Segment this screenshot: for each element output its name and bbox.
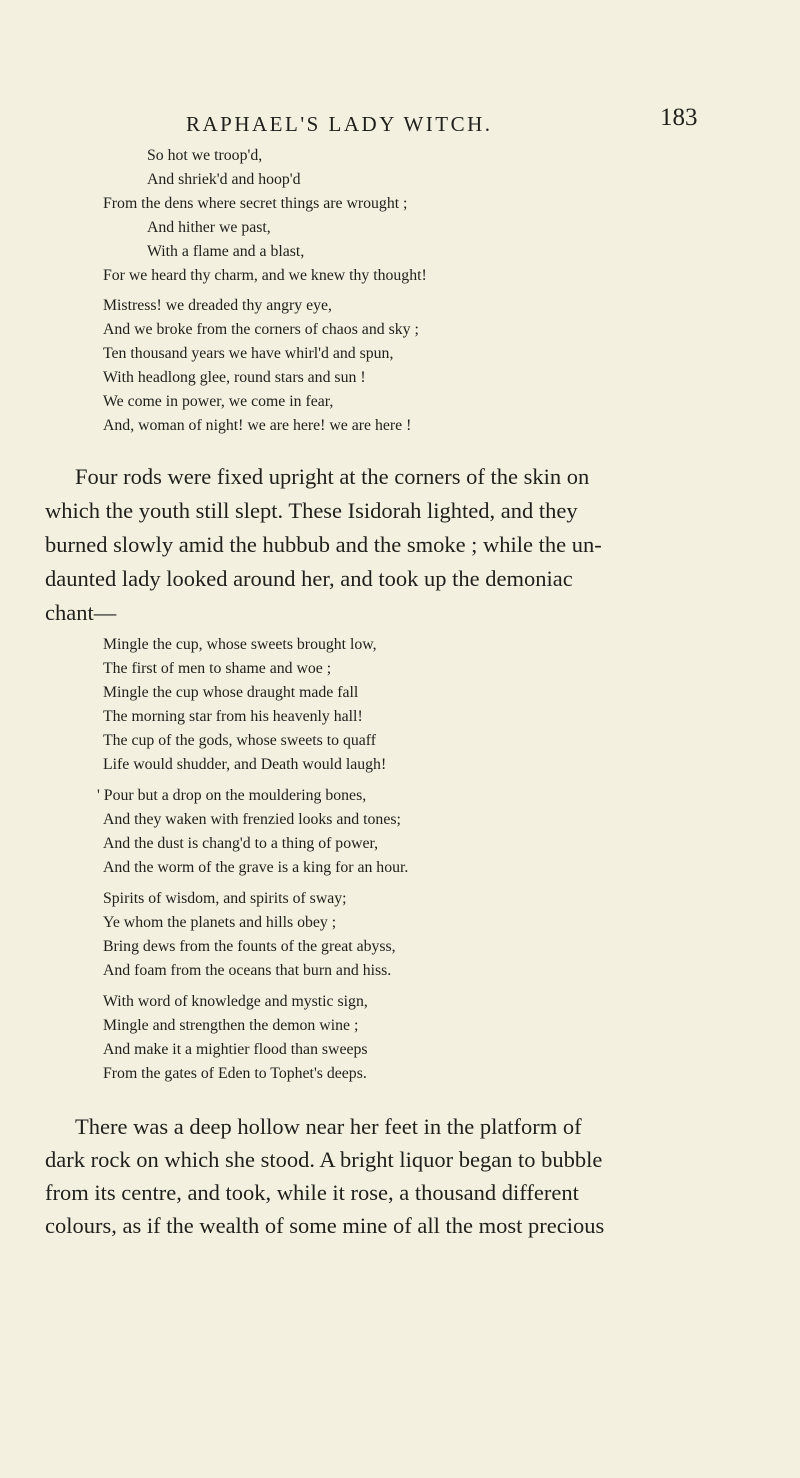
running-title: RAPHAEL'S LADY WITCH. (186, 112, 493, 136)
verse-line: And foam from the oceans that burn and hiss. (103, 962, 392, 979)
prose-line: which the youth still slept. These Isidorah lighted, and they (45, 498, 578, 523)
verse-line: For we heard thy charm, and we knew thy thought! (103, 267, 427, 284)
verse-line: The cup of the gods, whose sweets to quaff (103, 732, 377, 749)
verse-line: Bring dews from the founts of the great abyss, (103, 938, 396, 955)
verse-line: Mingle the cup, whose sweets brought low, (103, 636, 377, 653)
verse-line: The morning star from his heavenly hall! (103, 708, 363, 725)
verse-line: Ye whom the planets and hills obey ; (103, 914, 337, 931)
verse-line: Ten thousand years we have whirl'd and spun, (103, 345, 394, 362)
prose-line: from its centre, and took, while it rose, a thousand different (45, 1180, 579, 1205)
prose-line: colours, as if the wealth of some mine of all the most precious (45, 1213, 605, 1238)
prose-line: burned slowly amid the hubbub and the smoke ; while the un- (45, 532, 602, 557)
verse-line: With a flame and a blast, (147, 243, 305, 260)
page-number: 183 (660, 104, 698, 131)
prose-line: There was a deep hollow near her feet in the platform of (75, 1114, 582, 1139)
verse-line: Mingle and strengthen the demon wine ; (103, 1017, 359, 1034)
verse-line: And we broke from the corners of chaos and sky ; (103, 321, 419, 338)
verse-line: With word of knowledge and mystic sign, (103, 993, 368, 1010)
verse-line: ' Pour but a drop on the mouldering bones, (97, 787, 367, 804)
verse-line: And hither we past, (147, 219, 271, 236)
verse-line: Life would shudder, and Death would laugh! (103, 756, 387, 773)
verse-line: From the dens where secret things are wrought ; (103, 195, 408, 212)
verse-line: The first of men to shame and woe ; (103, 660, 332, 677)
verse-line: So hot we troop'd, (147, 147, 263, 164)
verse-line: Spirits of wisdom, and spirits of sway; (103, 890, 347, 907)
prose-line: daunted lady looked around her, and took up the demoniac (45, 566, 573, 591)
verse-line: From the gates of Eden to Tophet's deeps. (103, 1065, 367, 1082)
verse-line: Mingle the cup whose draught made fall (103, 684, 359, 701)
verse-line: With headlong glee, round stars and sun ! (103, 369, 366, 386)
verse-line: And the dust is chang'd to a thing of power, (103, 835, 379, 852)
verse-line: And make it a mightier flood than sweeps (103, 1041, 368, 1058)
verse-line: And they waken with frenzied looks and tones; (103, 811, 401, 828)
prose-line: dark rock on which she stood. A bright liquor began to bubble (45, 1147, 603, 1172)
prose-line: Four rods were fixed upright at the corners of the skin on (75, 464, 590, 489)
prose-line: chant— (45, 600, 117, 625)
verse-line: Mistress! we dreaded thy angry eye, (103, 297, 332, 314)
verse-line: And the worm of the grave is a king for an hour. (103, 859, 409, 876)
verse-line: We come in power, we come in fear, (103, 393, 334, 410)
verse-line: And shriek'd and hoop'd (147, 171, 301, 188)
verse-line: And, woman of night! we are here! we are here ! (103, 417, 412, 434)
